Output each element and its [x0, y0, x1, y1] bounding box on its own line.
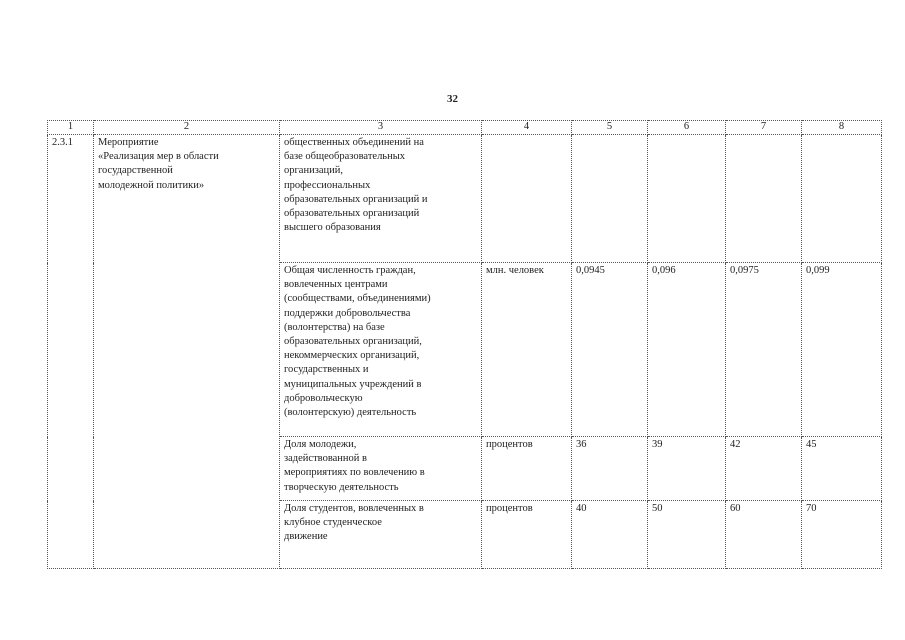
section-code	[48, 135, 94, 569]
indicator-text: Общая численность граждан, вовлеченных центрами (сообществами, объединениями) поддержки добровольчества (волонтерства) на базе образовательных организаций, некоммерческих организаций, государственных и муниципальных учреждений в добровольческую (волонтерскую) деятельность	[284, 265, 431, 419]
indicator-cell	[280, 501, 482, 569]
header-cell-8: 8	[802, 121, 882, 135]
indicator-cell	[280, 135, 482, 263]
indicator-cell	[280, 437, 482, 501]
value-cell-6: 0,096	[648, 263, 726, 437]
unit-text: процентов	[486, 503, 533, 514]
value-cell-6	[648, 135, 726, 263]
header-cell-3: 3	[280, 121, 482, 135]
value-cell-5: 40	[572, 501, 648, 569]
indicator-text: общественных объединений на базе общеобразовательных организаций, профессиональных образовательных организаций и образовательных организаций высшего образования	[284, 137, 428, 234]
unit-cell	[482, 135, 572, 263]
value-cell-7	[726, 135, 802, 263]
section-code-text: 2.3.1	[52, 137, 73, 148]
header-cell-4: 4	[482, 121, 572, 135]
page-number: 32	[447, 93, 458, 105]
header-cell-7: 7	[726, 121, 802, 135]
value-cell-7: 42	[726, 437, 802, 501]
header-cell-6: 6	[648, 121, 726, 135]
value-cell-7: 60	[726, 501, 802, 569]
value-cell-7: 0,0975	[726, 263, 802, 437]
value-cell-5	[572, 135, 648, 263]
unit-cell	[482, 501, 572, 569]
value-cell-5: 36	[572, 437, 648, 501]
value-cell-6: 39	[648, 437, 726, 501]
table-row	[48, 135, 882, 263]
value-cell-8: 45	[802, 437, 882, 501]
measures-table	[47, 120, 882, 569]
header-cell-2: 2	[94, 121, 280, 135]
header-row	[48, 121, 882, 135]
section-name-text: Мероприятие «Реализация мер в области государственной молодежной политики»	[98, 137, 219, 191]
unit-cell	[482, 437, 572, 501]
value-cell-8	[802, 135, 882, 263]
value-cell-5: 0,0945	[572, 263, 648, 437]
unit-text: процентов	[486, 439, 533, 450]
section-name	[94, 135, 280, 569]
value-cell-8: 0,099	[802, 263, 882, 437]
indicator-text: Доля студентов, вовлеченных в клубное студенческое движение	[284, 503, 424, 543]
value-cell-8: 70	[802, 501, 882, 569]
header-cell-1: 1	[48, 121, 94, 135]
value-cell-6: 50	[648, 501, 726, 569]
header-cell-5: 5	[572, 121, 648, 135]
indicator-text: Доля молодежи, задействованной в мероприятиях по вовлечению в творческую деятельность	[284, 439, 425, 493]
unit-cell	[482, 263, 572, 437]
indicator-cell	[280, 263, 482, 437]
unit-text: млн. человек	[486, 265, 544, 276]
